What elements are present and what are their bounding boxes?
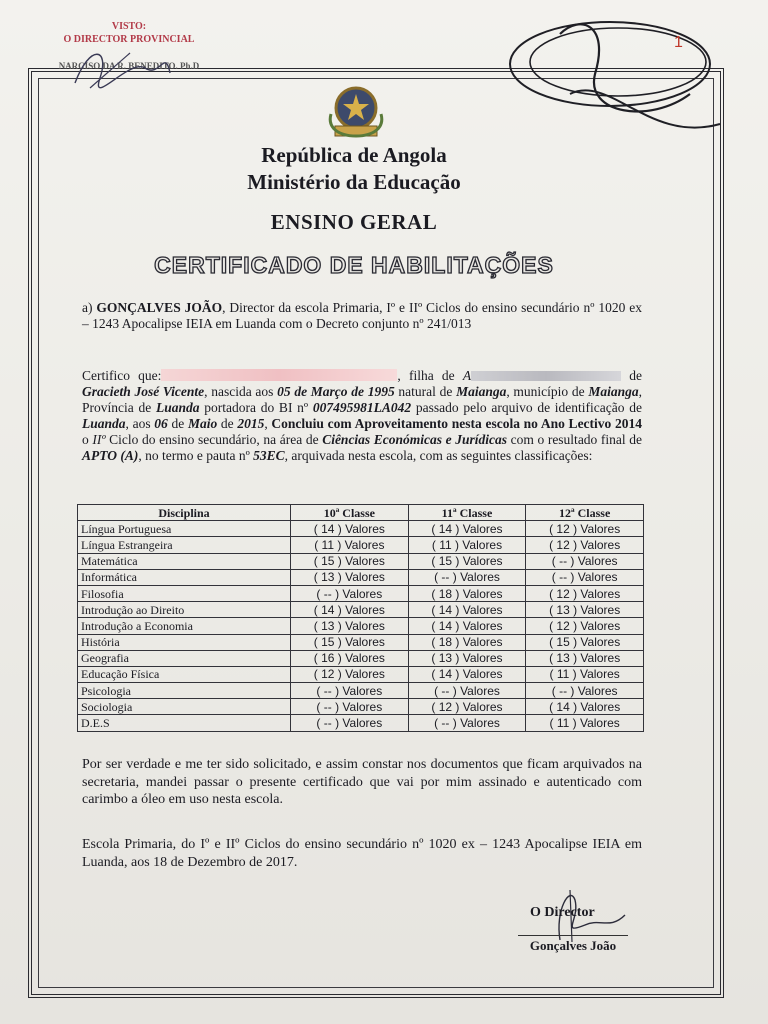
certify-text: , Província de (82, 384, 642, 415)
cycle: IIº (92, 432, 106, 447)
certify-text: Ciclo do ensino secundário, na área de (105, 432, 323, 447)
redacted-father-name (471, 371, 621, 381)
table-row (78, 666, 644, 682)
concluded-statement: Concluiu com Aproveitamento nesta escola no Ano Lectivo 2014 (271, 416, 642, 431)
closing-statement: Por ser verdade e me ter sido solicitado, e assim constar nos documentos que ficam arquivados na secretaria, mandei passar o presente certificado que vai por mim assinado e autenticado com carimbo a óleo em uso nesta escola. (82, 757, 642, 807)
section-heading: ENSINO GERAL (270, 210, 438, 234)
table-row (78, 521, 644, 537)
grade-cell: ( 12 ) Valores (526, 618, 644, 634)
certify-text: com o resultado final de (507, 432, 642, 447)
coat-of-arms-emblem (325, 84, 387, 142)
grade-cell: ( -- ) Valores (291, 699, 409, 715)
certify-text: , município de (506, 384, 589, 399)
discipline-cell: D.E.S (78, 715, 291, 731)
table-row (78, 634, 644, 650)
mother-name: Gracieth José Vicente (82, 384, 205, 399)
father-initial: A (462, 368, 472, 383)
discipline-cell: Língua Estrangeira (78, 537, 291, 553)
grade-cell: ( 13 ) Valores (291, 569, 409, 585)
certify-text: , no termo e pauta nº (138, 448, 254, 463)
discipline-cell: Psicologia (78, 683, 291, 699)
certify-text: , (264, 416, 272, 431)
grade-cell: ( 18 ) Valores (408, 585, 526, 601)
id-city: Luanda (82, 416, 126, 431)
discipline-cell: Informática (78, 569, 291, 585)
intro-prefix: a) (82, 300, 97, 315)
grade-cell: ( 15 ) Valores (291, 634, 409, 650)
grade-cell: ( 13 ) Valores (408, 650, 526, 666)
certify-text: passado pelo arquivo de identificação de (411, 400, 642, 415)
grade-cell: ( -- ) Valores (291, 585, 409, 601)
grade-cell: ( -- ) Valores (526, 683, 644, 699)
certify-text: , arquivada nesta escola, com as seguintes classificações: (284, 448, 593, 463)
ministry-heading: Ministério da Educação (247, 170, 461, 194)
birth-date: 05 de Março de 1995 (277, 384, 395, 399)
grade-cell: ( -- ) Valores (408, 715, 526, 731)
table-row (78, 602, 644, 618)
grade-cell: ( 12 ) Valores (291, 666, 409, 682)
id-day: 06 (154, 416, 168, 431)
discipline-cell: Língua Portuguesa (78, 521, 291, 537)
birthplace: Maianga (456, 384, 507, 399)
place-and-date: Escola Primaria, do Iº e IIº Ciclos do ensino secundário nº 1020 ex – 1243 Apocalipse IEIA em Luanda, aos 18 de Dezembro de 2017. (82, 837, 642, 870)
discipline-cell: Matemática (78, 553, 291, 569)
certify-text: , filha de (397, 368, 463, 383)
certify-text: de (167, 416, 188, 431)
grade-cell: ( 11 ) Valores (526, 666, 644, 682)
grade-cell: ( 11 ) Valores (408, 537, 526, 553)
table-row (78, 699, 644, 715)
municipality: Maianga (588, 384, 639, 399)
discipline-cell: Sociologia (78, 699, 291, 715)
grade-cell: ( -- ) Valores (408, 569, 526, 585)
grade-cell: ( 16 ) Valores (291, 650, 409, 666)
certify-text: portadora do BI nº (199, 400, 313, 415)
intro-paragraph (82, 300, 642, 332)
director-signature-name: Gonçalves João (518, 935, 628, 954)
header-discipline: Disciplina (78, 505, 291, 521)
certify-paragraph (82, 368, 642, 464)
grade-cell: ( 11 ) Valores (291, 537, 409, 553)
grade-cell: ( 14 ) Valores (408, 666, 526, 682)
table-row (78, 537, 644, 553)
table-row (78, 618, 644, 634)
id-year: 2015 (237, 416, 265, 431)
discipline-cell: História (78, 634, 291, 650)
table-row (78, 715, 644, 731)
grade-cell: ( 15 ) Valores (408, 553, 526, 569)
signature-scribble (500, 4, 730, 154)
table-row (78, 569, 644, 585)
intro-text: , Director da escola Primaria, Iº e IIº Ciclos do ensino secundário nº 1020 ex – 1243 Apocalipse IEIA em Luanda com o Decreto conjunto nº 241/013 (82, 300, 642, 331)
grade-cell: ( 13 ) Valores (291, 618, 409, 634)
grade-cell: ( 15 ) Valores (526, 634, 644, 650)
grade-cell: ( 18 ) Valores (408, 634, 526, 650)
grade-cell: ( 14 ) Valores (291, 521, 409, 537)
final-result: APTO (A) (82, 448, 139, 463)
grade-cell: ( 13 ) Valores (526, 650, 644, 666)
visto-signature-scribble (70, 38, 180, 98)
grade-cell: ( 14 ) Valores (291, 602, 409, 618)
table-row (78, 650, 644, 666)
grade-cell: ( 14 ) Valores (526, 699, 644, 715)
page-number: 1 (674, 34, 683, 51)
grade-cell: ( 15 ) Valores (291, 553, 409, 569)
header-grade-10: 10ª Classe (291, 505, 409, 521)
grade-cell: ( 14 ) Valores (408, 602, 526, 618)
certify-text: natural de (394, 384, 457, 399)
grade-cell: ( 14 ) Valores (408, 521, 526, 537)
certify-text: , nascida aos (204, 384, 278, 399)
grade-cell: ( -- ) Valores (408, 683, 526, 699)
grade-cell: ( 12 ) Valores (526, 537, 644, 553)
province: Luanda (155, 400, 200, 415)
certify-text: o (82, 432, 93, 447)
certify-text: de (217, 416, 238, 431)
certify-text: , aos (125, 416, 155, 431)
country-heading: República de Angola (261, 143, 447, 167)
header-grade-12: 12ª Classe (526, 505, 644, 521)
grade-cell: ( -- ) Valores (526, 569, 644, 585)
grade-cell: ( 12 ) Valores (408, 699, 526, 715)
study-area: Ciências Económicas e Jurídicas (322, 432, 508, 447)
discipline-cell: Introdução a Economia (78, 618, 291, 634)
grade-cell: ( 11 ) Valores (526, 715, 644, 731)
grade-cell: ( 12 ) Valores (526, 585, 644, 601)
visto-label: VISTO: (111, 21, 147, 32)
grade-cell: ( 14 ) Valores (408, 618, 526, 634)
discipline-cell: Filosofia (78, 585, 291, 601)
grade-cell: ( -- ) Valores (526, 553, 644, 569)
table-row (78, 683, 644, 699)
redacted-student-name (161, 369, 397, 381)
grade-cell: ( 13 ) Valores (526, 602, 644, 618)
visto-signature-name: NARCISO DA R. BENEDITO. Ph.D (58, 61, 200, 71)
discipline-cell: Educação Física (78, 666, 291, 682)
director-title: O Director (530, 905, 595, 920)
certificate-title: CERTIFICADO DE HABILITAÇÕES (154, 252, 554, 278)
certify-text: de (621, 368, 642, 383)
header-grade-11: 11ª Classe (408, 505, 526, 521)
grade-cell: ( -- ) Valores (291, 715, 409, 731)
table-header-row (78, 505, 644, 521)
bi-number: 007495981LA042 (312, 400, 412, 415)
grade-cell: ( 12 ) Valores (526, 521, 644, 537)
director-name-inline: GONÇALVES JOÃO (96, 300, 223, 315)
discipline-cell: Geografia (78, 650, 291, 666)
discipline-cell: Introdução ao Direito (78, 602, 291, 618)
table-row (78, 553, 644, 569)
grades-table (77, 504, 644, 732)
grade-cell: ( -- ) Valores (291, 683, 409, 699)
visto-director-label: O DIRECTOR PROVINCIAL (63, 34, 195, 45)
certify-label: Certifico que: (82, 368, 162, 383)
pauta-number: 53EC (253, 448, 285, 463)
table-row (78, 585, 644, 601)
id-month: Maio (187, 416, 218, 431)
